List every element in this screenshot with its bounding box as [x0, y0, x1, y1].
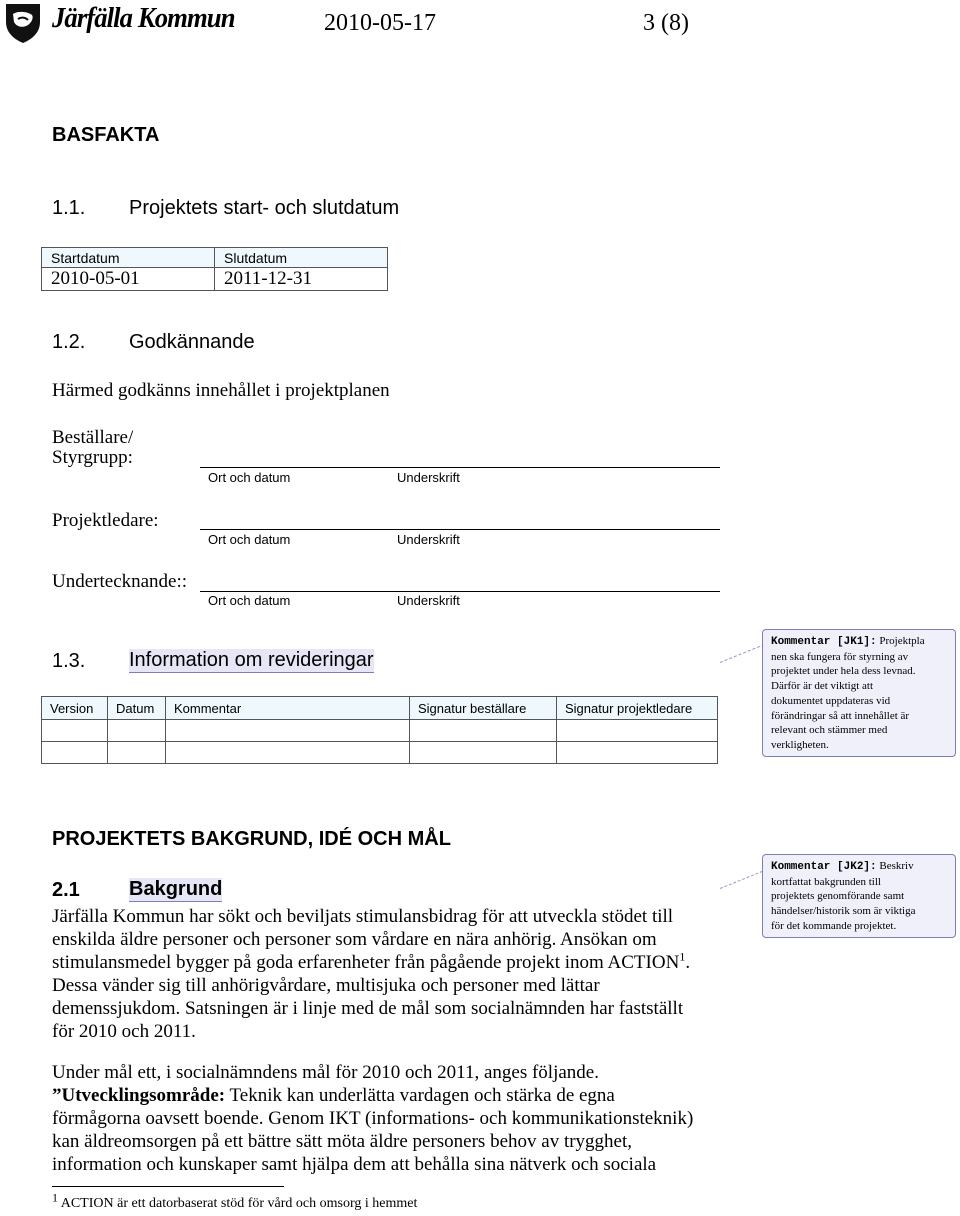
subheading-bakgrund: Bakgrund — [129, 878, 223, 900]
table-cell — [108, 720, 166, 742]
table-cell — [557, 742, 718, 764]
footnote-separator — [52, 1186, 284, 1187]
table-row — [42, 720, 718, 742]
paragraph-line: Dessa vänder sig till anhörigvårdare, multisjuka och personer med lättar — [52, 975, 600, 996]
paragraph-line: information och kunskaper samt hjälpa dem att behålla sina nätverk och sociala — [52, 1154, 657, 1175]
approval-intro: Härmed godkänns innehållet i projektplanen — [52, 380, 390, 401]
signature-caption: Underskrift — [397, 593, 460, 608]
subheading-approval: Godkännande — [129, 331, 255, 353]
page-number: 3 (8) — [643, 10, 689, 36]
paragraph-line: demenssjukdom. Satsningen är i linje med de mål som socialnämnden har fastställt — [52, 998, 684, 1019]
bold-term: ”Utvecklingsområde: — [52, 1085, 226, 1106]
subheading-revisions: Information om revideringar — [129, 649, 374, 671]
start-date-value: 2010-05-01 — [42, 268, 215, 291]
table-row — [42, 742, 718, 764]
subheading-dates: Projektets start- och slutdatum — [129, 197, 400, 219]
footnote-text: ACTION är ett datorbaserat stöd för vård och omsorg i hemmet — [60, 1196, 418, 1211]
comment-line: projektet under hela dess levnad. — [771, 665, 916, 678]
comment-leader-line — [720, 644, 765, 663]
place-date-caption: Ort och datum — [208, 593, 291, 608]
table-header-cell: Startdatum — [42, 248, 215, 268]
subheading-number: 1.2. — [52, 331, 86, 353]
comment-line: nen ska fungera för styrning av — [771, 650, 909, 663]
table-cell — [410, 720, 557, 742]
paragraph-line: stimulansmedel bygger på goda erfarenheter från pågående projekt inom ACTION — [52, 952, 680, 973]
dates-table — [41, 247, 388, 291]
comment-line: Därför är det viktigt att — [771, 680, 874, 693]
comment-line: Projektpla — [879, 635, 925, 647]
place-date-caption: Ort och datum — [208, 532, 291, 547]
table-cell — [42, 742, 108, 764]
paragraph-line: enskilda äldre personer och personer som vårdare en nära anhörig. Ansökan om — [52, 929, 657, 950]
signature-caption: Underskrift — [397, 532, 460, 547]
signature-line — [200, 591, 720, 592]
footnote-reference[interactable]: 1 — [679, 949, 686, 964]
table-header-cell: Version — [42, 697, 108, 720]
comment-line: dokumentet uppdateras vid — [771, 694, 891, 707]
comment-line: förändringar så att innehållet är — [771, 709, 910, 722]
footnote — [52, 1190, 418, 1212]
table-header-cell: Signatur projektledare — [557, 697, 718, 720]
table-cell — [557, 720, 718, 742]
comment-line: verkligheten. — [771, 738, 829, 751]
comment-line: kortfattat bakgrunden till — [771, 875, 881, 888]
signer-label: Beställare/ — [52, 427, 134, 448]
comment-line: händelser/historik som är viktiga — [771, 905, 916, 918]
signer-label: Undertecknande:: — [52, 571, 188, 592]
signature-line — [200, 467, 720, 468]
table-cell — [108, 742, 166, 764]
comment-tag: Kommentar [JK2]: — [771, 861, 877, 873]
table-cell — [166, 742, 410, 764]
table-header-cell: Datum — [108, 697, 166, 720]
comment-leader-line — [720, 871, 763, 889]
footnote-number: 1 — [52, 1190, 58, 1205]
paragraph-line: Teknik kan underlätta vardagen och stärka de egna — [225, 1085, 615, 1106]
document-date: 2010-05-17 — [324, 10, 436, 36]
table-header-cell: Signatur beställare — [410, 697, 557, 720]
subheading-number: 1.3. — [52, 650, 86, 672]
municipal-shield-icon — [4, 2, 42, 44]
paragraph-line: för 2010 och 2011. — [52, 1021, 196, 1042]
comment-line: projektets genomförande samt — [771, 890, 905, 903]
paragraph-line: förmågorna oavsett boende. Genom IKT (informations- och kommunikationsteknik) — [52, 1108, 694, 1129]
table-cell — [410, 742, 557, 764]
comment-balloon-jk2[interactable] — [762, 854, 956, 938]
paragraph-line: Järfälla Kommun har sökt och beviljats stimulansbidrag för att utveckla stödet till — [52, 906, 674, 927]
revisions-table — [41, 696, 718, 764]
comment-line: för det kommande projektet. — [771, 919, 897, 932]
comment-line: Beskriv — [879, 860, 914, 872]
paragraph-line: kan äldreomsorgen på ett bättre sätt möta äldre personers behov av trygghet, — [52, 1131, 633, 1152]
signature-line — [200, 529, 720, 530]
paragraph-line: Under mål ett, i socialnämndens mål för 2010 och 2011, anges följande. — [52, 1062, 599, 1083]
table-cell — [166, 720, 410, 742]
section-heading-basfakta: BASFAKTA — [52, 124, 160, 146]
end-date-value: 2011-12-31 — [215, 268, 388, 291]
place-date-caption: Ort och datum — [208, 470, 291, 485]
table-cell — [42, 720, 108, 742]
section-heading-background: PROJEKTETS BAKGRUND, IDÉ OCH MÅL — [52, 828, 451, 850]
comment-line: relevant och stämmer med — [771, 724, 888, 737]
table-header-cell: Slutdatum — [215, 248, 388, 268]
logo-wordmark: Järfälla Kommun — [52, 2, 235, 34]
comment-tag: Kommentar [JK1]: — [771, 636, 877, 648]
subheading-number: 2.1 — [52, 879, 80, 901]
signer-label: Styrgrupp: — [52, 447, 133, 468]
comment-balloon-jk1[interactable] — [762, 629, 956, 757]
subheading-number: 1.1. — [52, 197, 86, 219]
table-header-cell: Kommentar — [166, 697, 410, 720]
signature-caption: Underskrift — [397, 470, 460, 485]
signer-label: Projektledare: — [52, 510, 159, 531]
